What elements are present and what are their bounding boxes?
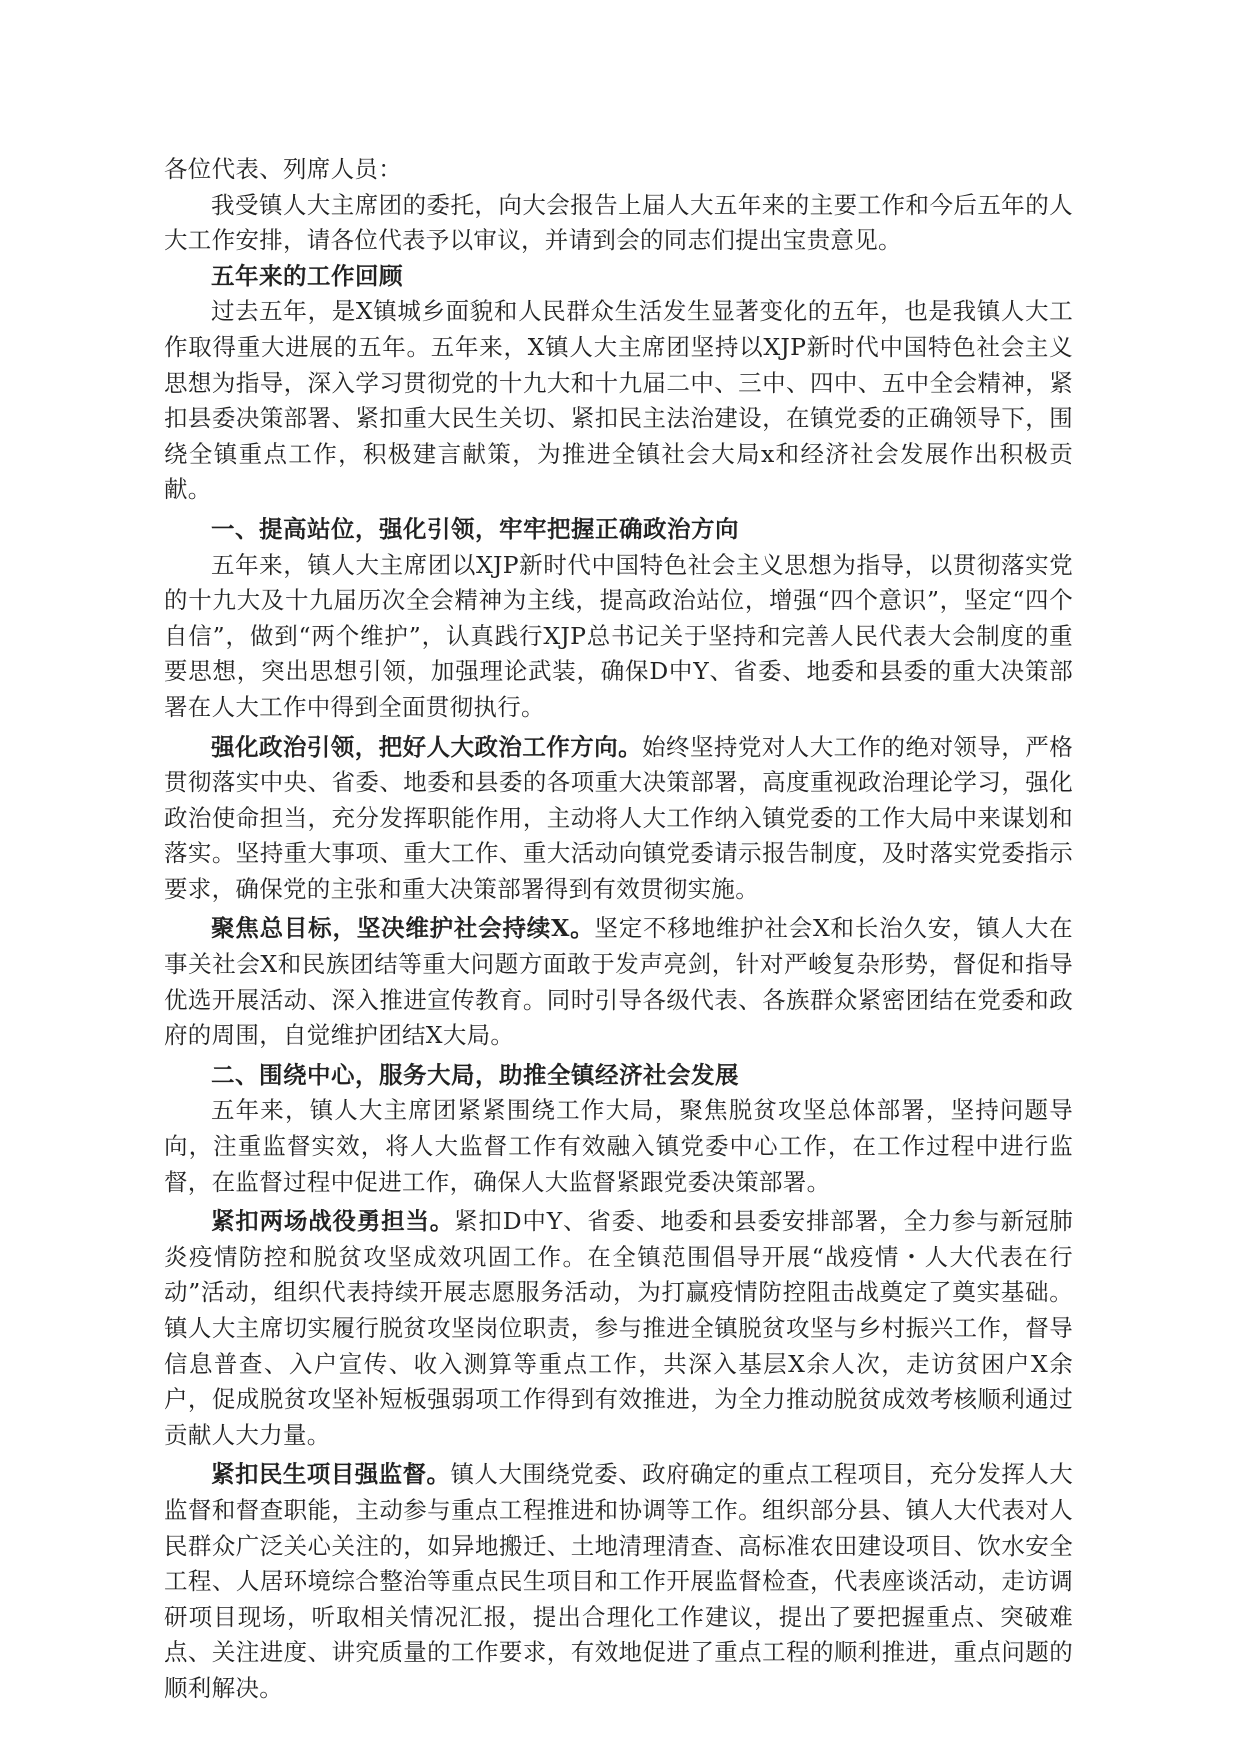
intro-paragraph: 我受镇人大主席团的委托，向大会报告上届人大五年来的主要工作和今后五年的人大工作安排，请各位代表予以审议，并请到会的同志们提出宝贵意见。: [164, 190, 1073, 255]
section-1-item-b-lead: 聚焦总目标，坚决维护社会持续X。: [211, 914, 595, 943]
document-body: [164, 152, 1073, 1707]
section-2-item-a-text: 紧扣D中Y、省委、地委和县委安排部署，全力参与新冠肺炎疫情防控和脱贫攻坚成效巩固工作。在全镇范围倡导开展“战疫情・人大代表在行动”活动，组织代表持续开展志愿服务活动，为打赢疫情防控阻击战奠定了奠实基础。镇人大主席切实履行脱贫攻坚岗位职责，参与推进全镇脱贫攻坚与乡村振兴工作，督导信息普查、入户宣传、收入测算等重点工作，共深入基层X余人次，走访贫困户X余户，促成脱贫攻坚补短板强弱项工作得到有效推进，为全力推动脱贫成效考核顺利通过贡献人大力量。: [164, 1207, 1074, 1449]
section-heading-1: 一、提高站位，强化引领，牢牢把握正确政治方向: [211, 514, 739, 543]
section-heading-review: 五年来的工作回顾: [211, 261, 403, 290]
section-2-paragraph: 五年来，镇人大主席团紧紧围绕工作大局，聚焦脱贫攻坚总体部署，坚持问题导向，注重监督实效，将人大监督工作有效融入镇党委中心工作，在工作过程中进行监督，在监督过程中促进工作，确保人大监督紧跟党委决策部署。: [164, 1096, 1073, 1196]
section-2-item-a-lead: 紧扣两场战役勇担当。: [211, 1207, 455, 1236]
section-2-item-a: [164, 1204, 1073, 1453]
section-2-item-b: [164, 1457, 1073, 1706]
section-1-item-a: [164, 730, 1073, 908]
salutation: 各位代表、列席人员：: [164, 155, 402, 183]
section-heading-2: 二、围绕中心，服务大局，助推全镇经济社会发展: [211, 1060, 739, 1089]
section-1-item-a-lead: 强化政治引领，把好人大政治工作方向。: [211, 732, 643, 761]
section-1-item-b-text: 坚定不移地维护社会X和长治久安，镇人大在事关社会X和民族团结等重大问题方面敢于发声亮剑，针对严峻复杂形势，督促和指导优选开展活动、深入推进宣传教育。同时引导各级代表、各族群众紧密团结在党委和政府的周围，自觉维护团结X大局。: [164, 914, 1073, 1050]
section-1-item-b: [164, 911, 1073, 1053]
section-1-paragraph: 五年来，镇人大主席团以XJP新时代中国特色社会主义思想为指导，以贯彻落实党的十九大及十九届历次全会精神为主线，提高政治站位，增强“四个意识”，坚定“四个自信”，做到“两个维护”，认真践行XJP总书记关于坚持和完善人民代表大会制度的重要思想，突出思想引领，加强理论武装，确保D中Y、省委、地委和县委的重大决策部署在人大工作中得到全面贯彻执行。: [164, 550, 1073, 721]
review-paragraph: 过去五年，是X镇城乡面貌和人民群众生活发生显著变化的五年，也是我镇人大工作取得重大进展的五年。五年来，X镇人大主席团坚持以XJP新时代中国特色社会主义思想为指导，深入学习贯彻党的十九大和十九届二中、三中、四中、五中全会精神，紧扣县委决策部署、紧扣重大民生关切、紧扣民主法治建设，在镇党委的正确领导下，围绕全镇重点工作，积极建言献策，为推进全镇社会大局x和经济社会发展作出积极贡献。: [164, 297, 1073, 504]
section-2-item-b-lead: 紧扣民生项目强监督。: [211, 1460, 451, 1489]
section-2-item-b-text: 镇人大围绕党委、政府确定的重点工程项目，充分发挥人大监督和督查职能，主动参与重点工程推进和协调等工作。组织部分县、镇人大代表对人民群众广泛关心关注的，如异地搬迁、土地清理清查、高标准农田建设项目、饮水安全工程、人居环境综合整治等重点民生项目和工作开展监督检查，代表座谈活动，走访调研项目现场，听取相关情况汇报，提出合理化工作建议，提出了要把握重点、突破难点、关注进度、讲究质量的工作要求，有效地促进了重点工程的顺利推进，重点问题的顺利解决。: [164, 1460, 1073, 1702]
section-1-item-a-text: 始终坚持党对人大工作的绝对领导，严格贯彻落实中央、省委、地委和县委的各项重大决策部署，高度重视政治理论学习，强化政治使命担当，充分发挥职能作用，主动将人大工作纳入镇党委的工作大局中来谋划和落实。坚持重大事项、重大工作、重大活动向镇党委请示报告制度，及时落实党委指示要求，确保党的主张和重大决策部署得到有效贯彻实施。: [164, 732, 1073, 903]
